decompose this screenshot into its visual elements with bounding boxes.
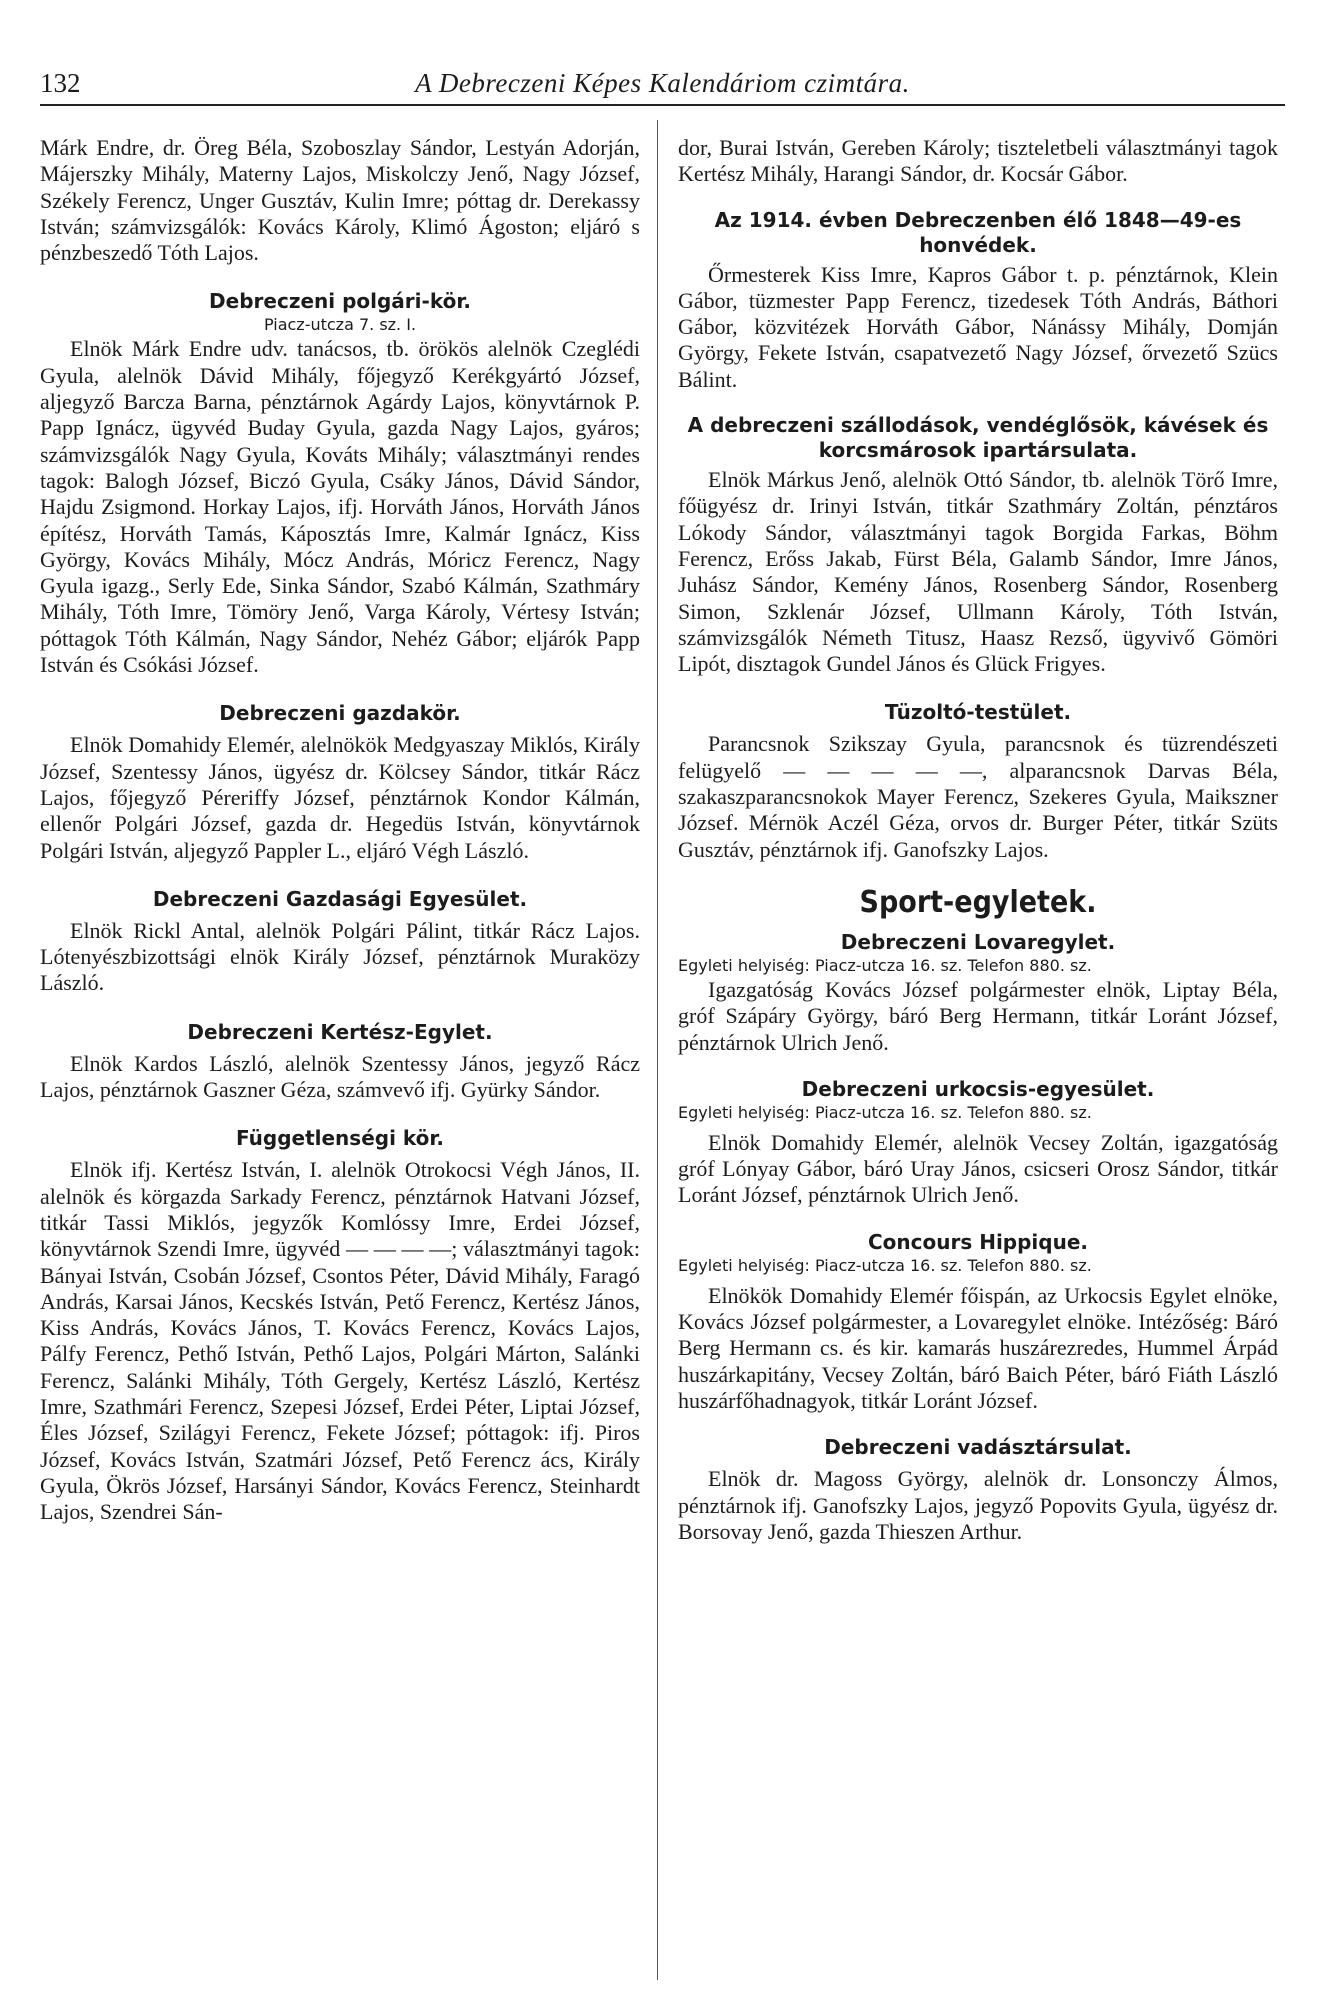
section-title-honvedek: Az 1914. évben Debreczenben élő 1848—49-es honvédek.: [714, 207, 1242, 257]
page-header: [40, 68, 1285, 106]
running-title: A Debreczeni Képes Kalendáriom czimtára.: [415, 68, 910, 98]
right-column: [678, 135, 1278, 1545]
section-body-gazdasagi-egyesulet: Elnök Rickl Antal, alelnök Polgári Pálint, titkár Rácz Lajos. Lótenyészbizottsági elnök Király József, pénztárnok Muraközy László.: [40, 917, 640, 996]
section-title-tuzolto: Tüzoltó-testület.: [884, 700, 1072, 725]
section-address-polgari-kor: Piacz-utcza 7. sz. I.: [263, 315, 417, 335]
left-column: [40, 135, 640, 1525]
section-body-concours-hippique: Elnökök Domahidy Elemér főispán, az Urkocsis Egylet elnöke, Kovács József polgármester, a Lovaregylet elnöke. Intézőség: Báró Berg Hermann cs. és kir. kamarás huszárezredes, Hummel Árpád huszárkapitány, Vecsey Zoltán, báró Baich Péter, báró Fiáth László huszárfőhadnagyok, titkár Loránt József.: [678, 1282, 1278, 1413]
section-body-honvedek: Őrmesterek Kiss Imre, Kapros Gábor t. p. pénztárnok, Klein Gábor, tüzmester Papp Ferencz, tizedesek Tóth András, Báthori Gábor, közvitézek Horváth Gábor, Nánássy Mihály, Domján György, Fekete István, csapatvezető Nagy József, őrvezető Szücs Bálint.: [678, 261, 1278, 392]
section-title-urkocsis: Debreczeni urkocsis-egyesület.: [801, 1076, 1155, 1101]
section-address-lovaregylet: Egyleti helyiség: Piacz-utcza 16. sz. Telefon 880. sz.: [678, 955, 1092, 975]
section-body-lovaregylet: Igazgatóság Kovács József polgármester elnök, Liptay Béla, gróf Szápáry György, báró Berg Hermann, titkár Loránt József, pénztárnok Ulrich Jenő.: [678, 976, 1278, 1055]
section-address-urkocsis: Egyleti helyiség: Piacz-utcza 16. sz. Telefon 880. sz.: [678, 1102, 1092, 1122]
continued-paragraph-right: dor, Burai István, Gereben Károly; tiszteletbeli választmányi tagok Kertész Mihály, Harangi Sándor, dr. Kocsár Gábor.: [678, 135, 1278, 187]
section-title-gazdasagi-egyesulet: Debreczeni Gazdasági Egyesület.: [152, 886, 528, 911]
section-title-vadasztarsulat: Debreczeni vadásztársulat.: [824, 1435, 1132, 1460]
section-title-lovaregylet: Debreczeni Lovaregylet.: [840, 929, 1116, 954]
section-title-sport-egyletek: Sport-egyletek.: [859, 884, 1097, 920]
section-body-fuggetlensegi-kor: Elnök ifj. Kertész István, I. alelnök Otrokocsi Végh János, II. alelnök és körgazda Sarkady Ferencz, pénztárnok Hatvani József, titkár Tassi Miklós, jegyzők Komlóssy Imre, Erdei József, könyvtárnok Szendi Imre, ügyvéd — — — —; választmányi tagok: Bányai István, Csobán József, Csontos Péter, Dávid Mihály, Faragó András, Karsai János, Kecskés István, Pető Ferencz, Kertész János, Kiss András, Kovács János, T. Kovács Ferencz, Kovács Lajos, Pálfy Ferencz, Pethő István, Pethő Lajos, Polgári Márton, Salánki Ferencz, Salánki Mihály, Tóth Gergely, Kertész László, Kertész Imre, Szathmári Ferencz, Szepesi József, Erdei Péter, Liptai József, Éles József, Szilágyi Ferencz, Fekete József; póttagok: ifj. Piros József, Kovács István, Szatmári József, Pető Ferencz ács, Király Gyula, Ökrös József, Harsányi Sándor, Kovács Ferencz, Steinhardt Lajos, Szendrei Sán-: [40, 1157, 640, 1525]
section-title-concours-hippique: Concours Hippique.: [867, 1229, 1089, 1254]
column-divider: [657, 120, 658, 1980]
section-address-concours-hippique: Egyleti helyiség: Piacz-utcza 16. sz. Telefon 880. sz.: [678, 1255, 1092, 1275]
section-body-urkocsis: Elnök Domahidy Elemér, alelnök Vecsey Zoltán, igazgatóság gróf Lónyay Gábor, báró Uray János, csicseri Orosz Sándor, titkár Loránt József, pénztárnok Ulrich Jenő.: [678, 1129, 1278, 1208]
section-body-szallodasok: Elnök Márkus Jenő, alelnök Ottó Sándor, tb. alelnök Törő Imre, főügyész dr. Irinyi István, titkár Szathmáry Zoltán, pénztáros Lókody Sándor, választmányi tagok Borgida Farkas, Böhm Ferencz, Erőss Jakab, Fürst Béla, Galamb Sándor, Imre János, Juhász Sándor, Kemény János, Rosenberg Sándor, Rosenberg Simon, Szklenár József, Ullmann Károly, Tóth István, számvizsgálók Németh Titusz, Haasz Rezső, ügyvivő Gömöri Lipót, disztagok Gundel János és Glück Frigyes.: [678, 467, 1278, 677]
section-body-tuzolto: Parancsnok Szikszay Gyula, parancsnok és tüzrendészeti felügyelő — — — — —, alparancsnok Darvas Béla, szakaszparancsnokok Mayer Ferencz, Szekeres Gyula, Maikszner József. Mérnök Aczél Géza, orvos dr. Burger Péter, titkár Szüts Gusztáv, pénztárnok ifj. Ganofszky Lajos.: [678, 731, 1278, 862]
section-title-szallodasok: A debreczeni szállodások, vendéglősök, kávések és korcsmárosok ipartársulata.: [687, 413, 1269, 463]
page-number: 132: [40, 68, 81, 98]
section-body-polgari-kor: Elnök Márk Endre udv. tanácsos, tb. örökös alelnök Czeglédi Gyula, alelnök Dávid Mihály, főjegyző Kerékgyártó József, aljegyző Barcza Barna, pénztárnok Agárdy Lajos, könyvtárnok P. Papp Ignácz, ügyvéd Buday Gyula, gazda Nagy Lajos, gyáros; számvizsgálók Nagy Gyula, Kováts Mihály; választmányi rendes tagok: Balogh József, Biczó Gyula, Csáky János, Dávid Sándor, Hajdu Zsigmond. Horkay Lajos, ifj. Horváth János, Horváth János építész, Horváth Tamás, Káposztás Imre, Kalmár Ignácz, Kiss György, Kovács Mihály, Mócz András, Móricz Ferencz, Nagy Gyula igazg., Serly Ede, Sinka Sándor, Szabó Kálmán, Szathmáry Mihály, Tóth Imre, Tömöry Jenő, Varga Károly, Vértesy István; póttagok Tóth Kálmán, Nagy Sándor, Nehéz Gábor; eljárók Papp István és Csókási József.: [40, 336, 640, 678]
section-title-fuggetlensegi-kor: Függetlenségi kör.: [235, 1126, 445, 1151]
section-body-kertesz-egylet: Elnök Kardos László, alelnök Szentessy János, jegyző Rácz Lajos, pénztárnok Gaszner Géza, számvevő ifj. Gyürky Sándor.: [40, 1050, 640, 1103]
section-title-gazdakor: Debreczeni gazdakör.: [219, 701, 461, 726]
section-body-gazdakor: Elnök Domahidy Elemér, alelnökök Medgyaszay Miklós, Király József, Szentessy János, ügyész dr. Kölcsey Sándor, titkár Rácz Lajos, főjegyző Péreriffy József, pénztárnok Kondor Kálmán, ellenőr Polgári József, gazda dr. Hegedüs István, könyvtárnok Polgári István, aljegyző Pappler L., eljáró Végh László.: [40, 732, 640, 863]
continued-paragraph: Márk Endre, dr. Öreg Béla, Szoboszlay Sándor, Lestyán Adorján, Májerszky Mihály, Materny Lajos, Miskolczy Jenő, Nagy József, Székely Ferencz, Unger Gusztáv, Kulin Imre; póttag dr. Derekassy István; számvizsgálók: Kovács Károly, Klimó Ágoston; eljáró s pénzbeszedő Tóth Lajos.: [40, 135, 640, 266]
section-title-polgari-kor: Debreczeni polgári-kör.: [209, 289, 471, 314]
section-body-vadasztarsulat: Elnök dr. Magoss György, alelnök dr. Lonsonczy Álmos, pénztárnok ifj. Ganofszky Lajos, jegyző Popovits Gyula, ügyész dr. Borsovay Jenő, gazda Thieszen Arthur.: [678, 1466, 1278, 1544]
section-title-kertesz-egylet: Debreczeni Kertész-Egylet.: [187, 1019, 493, 1044]
